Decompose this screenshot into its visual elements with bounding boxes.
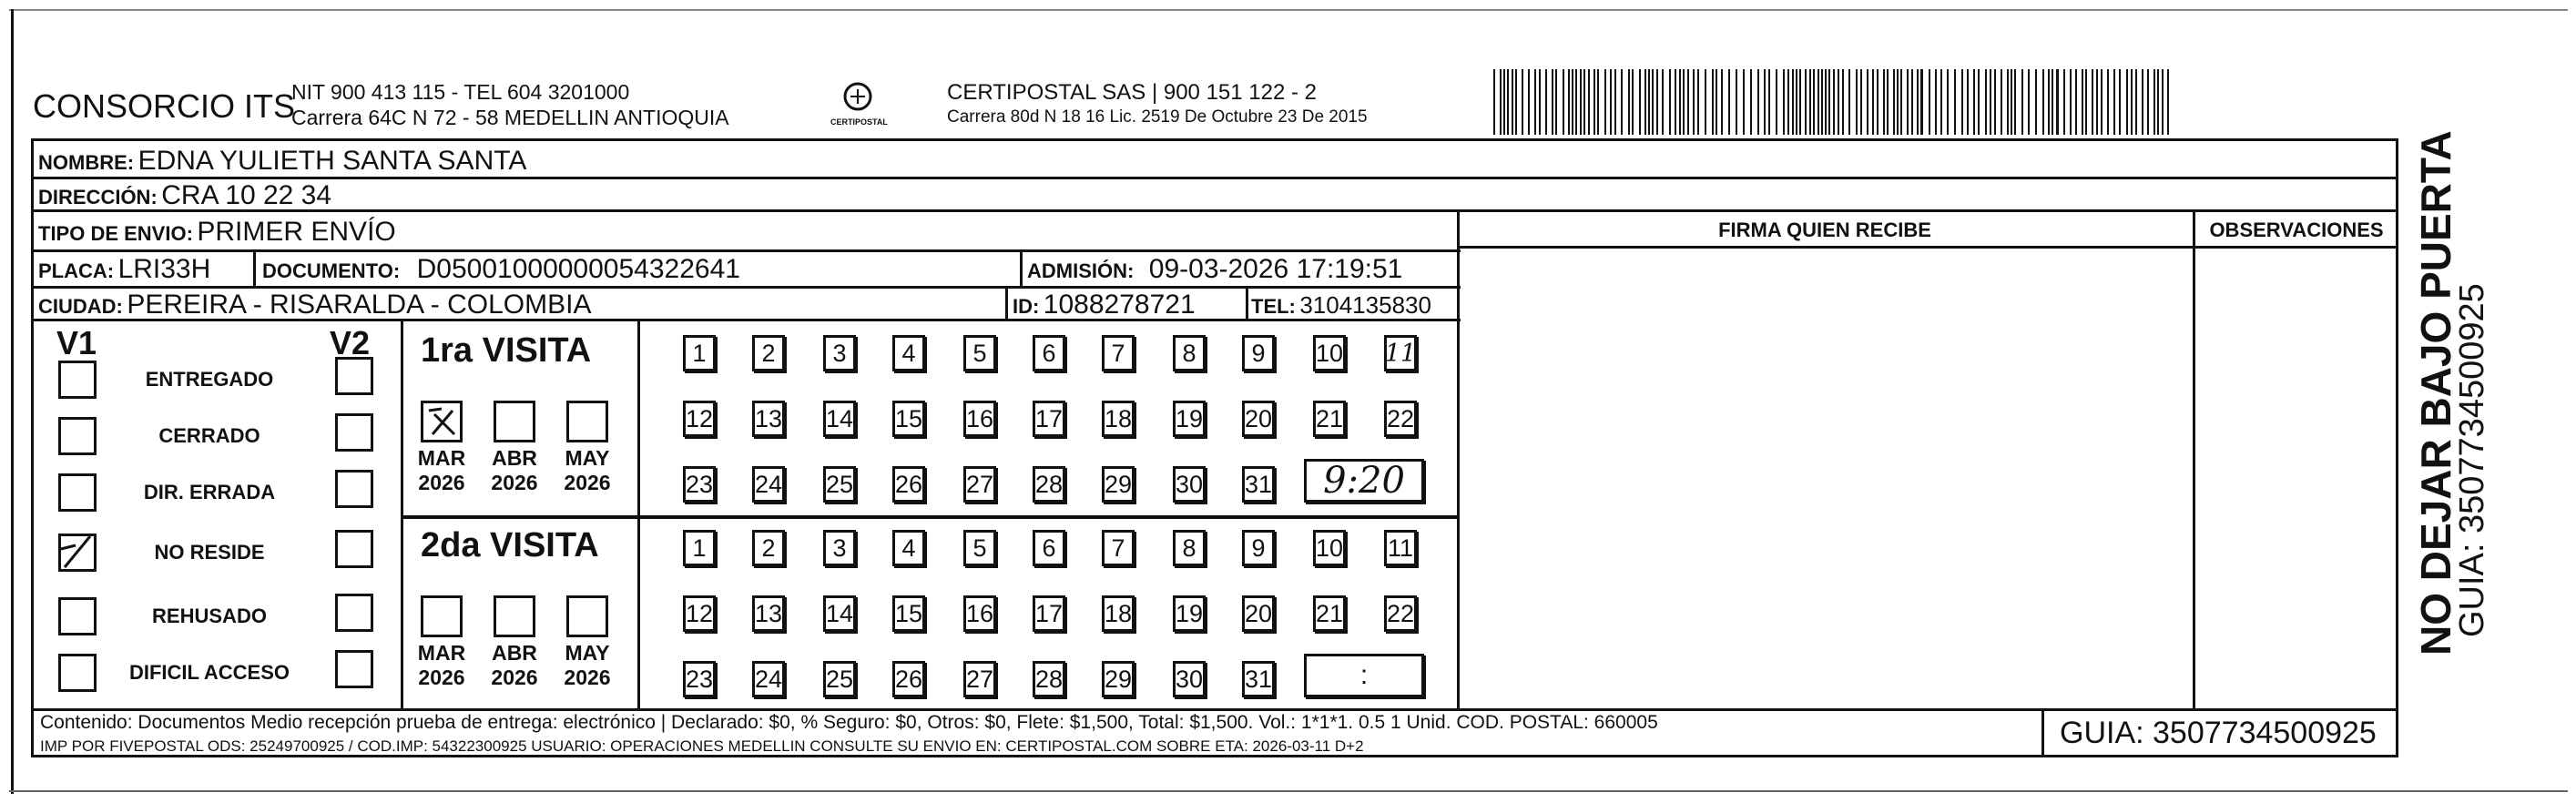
v1-checkbox[interactable] (58, 473, 97, 512)
v1-checkbox[interactable] (58, 654, 97, 692)
day-box[interactable]: 31 (1242, 466, 1275, 503)
certipostal-license: Carrera 80d N 18 16 Lic. 2519 De Octubre 23 De 2015 (947, 107, 1368, 127)
month-label (410, 446, 473, 495)
barcode-bar (2142, 69, 2143, 135)
barcode-bar (1644, 69, 1646, 135)
tel-label: TEL: (1251, 295, 1296, 318)
v1-checkbox[interactable] (58, 361, 97, 399)
admision-value: 09-03-2026 17:19:51 (1148, 254, 1403, 284)
barcode-bar (1512, 69, 1513, 135)
day-box[interactable]: 27 (963, 661, 996, 697)
day-box[interactable]: 14 (823, 401, 856, 437)
month-name: MAY (565, 446, 610, 470)
col-divider (253, 251, 256, 286)
barcode-bar (1821, 69, 1823, 135)
barcode-bar (1783, 69, 1785, 135)
day-box[interactable]: 29 (1102, 661, 1135, 697)
barcode-bar (1656, 69, 1658, 135)
day-box[interactable]: 10 (1313, 530, 1346, 566)
row-divider (1457, 246, 2398, 249)
barcode-bar (1967, 69, 1969, 135)
ciudad-label: CIUDAD: (38, 295, 123, 318)
day-box[interactable]: 28 (1033, 466, 1065, 503)
barcode-bar (2085, 69, 2087, 135)
day-box[interactable]: 8 (1173, 335, 1206, 371)
day-box[interactable]: 29 (1102, 466, 1135, 503)
barcode-bar (2035, 69, 2037, 135)
barcode-bar (1687, 69, 1689, 135)
month-label (483, 641, 546, 690)
barcode-bar (1799, 69, 1801, 135)
month-checkbox[interactable] (494, 401, 535, 442)
barcode-bar (1907, 69, 1909, 135)
barcode-bar (1917, 69, 1919, 135)
barcode-bar (1632, 69, 1634, 135)
barcode-bar (1897, 69, 1899, 135)
barcode-bar (1813, 69, 1815, 135)
barcode-bar (2107, 69, 2109, 135)
day-box[interactable]: 7 (1102, 530, 1135, 566)
id-row (1013, 290, 1196, 320)
day-box[interactable]: 2 (752, 530, 785, 566)
day-box[interactable]: 30 (1173, 466, 1206, 503)
barcode-bar (1842, 69, 1844, 135)
v2-checkbox[interactable] (335, 470, 373, 508)
v1-checkbox[interactable] (58, 597, 97, 635)
row-divider (31, 249, 1461, 252)
v1-checkbox[interactable] (58, 417, 97, 455)
barcode-bar (2014, 69, 2016, 135)
day-box[interactable]: 3 (823, 335, 856, 371)
barcode-bar (1563, 69, 1564, 135)
placa-row (38, 254, 210, 285)
day-box[interactable]: 20 (1242, 595, 1275, 632)
v1-checkbox[interactable] (58, 534, 97, 572)
certipostal-logo (830, 80, 888, 127)
barcode-bar (1860, 69, 1862, 135)
nombre-value: EDNA YULIETH SANTA SANTA (137, 146, 527, 176)
month-year: 2026 (491, 666, 538, 689)
barcode-bar (1856, 69, 1858, 135)
barcode-bar (1522, 69, 1523, 135)
day-box[interactable]: 6 (1033, 530, 1065, 566)
footer-contenido: Contenido: Documentos Medio recepción prueba de entrega: electrónico | Declarado: $0, % Seguro: $0, Otros: $0, Flete: $1,500, Total: $1,500. Vol.: 1*1*1. 0.5 1 Unid. COD. POSTAL: 660005 (40, 712, 1658, 733)
documento-label: DOCUMENTO: (262, 259, 401, 282)
barcode-bar (2135, 69, 2137, 135)
barcode-bar (1900, 69, 1902, 135)
time-box[interactable]: 9:20 (1304, 459, 1424, 503)
col-divider (1246, 288, 1248, 319)
day-box[interactable]: 3 (823, 530, 856, 566)
barcode-bar (1693, 69, 1695, 135)
barcode-bar (1507, 69, 1509, 135)
v2-checkbox[interactable] (335, 594, 373, 632)
barcode-bar (2052, 69, 2053, 135)
row-divider (31, 177, 2398, 179)
month-checkbox[interactable] (566, 595, 608, 637)
barcode-bar (1809, 69, 1811, 135)
check-mark-icon (423, 403, 460, 440)
admision-row (1027, 254, 1402, 285)
admision-label: ADMISIÓN: (1027, 259, 1135, 282)
day-box[interactable]: 12 (683, 595, 716, 632)
barcode-bar (1893, 69, 1895, 135)
day-box[interactable]: 21 (1313, 401, 1346, 437)
day-box[interactable]: 21 (1313, 595, 1346, 632)
month-checkbox[interactable] (421, 595, 463, 637)
day-box[interactable]: 16 (963, 595, 996, 632)
barcode-bar (1961, 69, 1963, 135)
barcode-bar (2028, 69, 2030, 135)
day-box[interactable]: 19 (1173, 401, 1206, 437)
day-box[interactable]: 30 (1173, 661, 1206, 697)
month-name: ABR (492, 641, 537, 665)
barcode-bar (1883, 69, 1885, 135)
status-label: DIR. ERRADA (143, 481, 276, 503)
barcode-bar (1662, 69, 1664, 135)
day-box[interactable]: 16 (963, 401, 996, 437)
barcode-bar (1568, 69, 1570, 135)
barcode-bar (2153, 69, 2155, 135)
day-box[interactable]: 9 (1242, 335, 1275, 371)
nombre-label: NOMBRE: (38, 151, 135, 174)
barcode-bar (1990, 69, 1991, 135)
day-box[interactable]: 12 (683, 401, 716, 437)
barcode-bar (1639, 69, 1641, 135)
barcode-bar (1750, 69, 1752, 135)
v2-label: V2 (330, 324, 371, 361)
day-box[interactable]: 5 (963, 530, 996, 566)
barcode-bar (1736, 69, 1737, 135)
day-box[interactable]: 15 (892, 595, 925, 632)
barcode-bar (2131, 69, 2133, 135)
footer-guia: GUIA: 3507734500925 (2060, 716, 2377, 750)
barcode-bar (1825, 69, 1827, 135)
barcode-bar (2092, 69, 2093, 135)
barcode-bar (1610, 69, 1612, 135)
day-box[interactable]: 17 (1033, 595, 1065, 632)
month-checkbox[interactable] (494, 595, 535, 637)
barcode-bar (1867, 69, 1868, 135)
company-name: CONSORCIO ITS (33, 87, 296, 125)
v2-checkbox[interactable] (335, 413, 373, 452)
day-box[interactable]: 19 (1173, 595, 1206, 632)
barcode-bar (1705, 69, 1706, 135)
barcode-bar (2011, 69, 2012, 135)
day-box[interactable]: 26 (892, 466, 925, 503)
barcode-bar (2075, 69, 2077, 135)
day-box[interactable]: 9 (1242, 530, 1275, 566)
day-box[interactable]: 13 (752, 401, 785, 437)
barcode-bar (1757, 69, 1759, 135)
barcode-bar (1764, 69, 1766, 135)
month-year: 2026 (418, 666, 465, 689)
barcode-bar (1877, 69, 1879, 135)
logo-icon (840, 80, 876, 113)
documento-value: D05001000000054322641 (416, 254, 740, 284)
barcode-bar (1648, 69, 1650, 135)
barcode-bar (1911, 69, 1913, 135)
ciudad-value: PEREIRA - RISARALDA - COLOMBIA (127, 290, 592, 320)
day-box[interactable]: 10 (1313, 335, 1346, 371)
barcode-bar (1575, 69, 1577, 135)
month-checkbox[interactable] (421, 401, 463, 442)
tipo-label: TIPO DE ENVIO: (38, 222, 193, 245)
barcode-bar (1838, 69, 1839, 135)
barcode-bar (1539, 69, 1541, 135)
barcode-bar (2157, 69, 2159, 135)
day-box[interactable]: 26 (892, 661, 925, 697)
barcode-bar (1872, 69, 1874, 135)
day-box[interactable]: 13 (752, 595, 785, 632)
v2-checkbox[interactable] (335, 530, 373, 568)
status-label: ENTREGADO (145, 368, 274, 391)
barcode-bar (1503, 69, 1505, 135)
company-address: Carrera 64C N 72 - 58 MEDELLIN ANTIOQUIA (291, 106, 729, 129)
barcode-bar (1716, 69, 1717, 135)
month-name: MAY (565, 641, 610, 665)
month-name: MAR (417, 446, 466, 470)
barcode-bar (1828, 69, 1830, 135)
barcode-bar (1697, 69, 1699, 135)
barcode-bar (1712, 69, 1714, 135)
id-value: 1088278721 (1043, 290, 1196, 320)
visit-title: 1ra VISITA (421, 331, 592, 370)
barcode-bar (1614, 69, 1616, 135)
visit-title: 2da VISITA (421, 526, 599, 564)
month-name: ABR (492, 446, 537, 470)
day-box[interactable]: 20 (1242, 401, 1275, 437)
day-box[interactable]: 23 (683, 661, 716, 697)
barcode-bar (2056, 69, 2059, 135)
day-box[interactable]: 25 (823, 466, 856, 503)
month-label (410, 641, 473, 690)
barcode-bar (1985, 69, 1987, 135)
barcode-bar (1493, 69, 1495, 135)
tel-value: 3104135830 (1299, 291, 1431, 319)
barcode-bar (2101, 69, 2103, 135)
barcode-bar (1947, 69, 1949, 135)
barcode-bar (1572, 69, 1573, 135)
col-divider (1020, 251, 1023, 286)
check-mark-icon (56, 531, 96, 571)
direccion-value: CRA 10 22 34 (161, 180, 332, 210)
day-box[interactable]: 17 (1033, 401, 1065, 437)
barcode-bar (2162, 69, 2164, 135)
direccion-row (38, 180, 331, 211)
day-box[interactable]: 4 (892, 530, 925, 566)
day-box[interactable]: 18 (1102, 595, 1135, 632)
day-box[interactable]: 28 (1033, 661, 1065, 697)
barcode-bar (1973, 69, 1975, 135)
certipostal-info: CERTIPOSTAL SAS | 900 151 122 - 2 (947, 80, 1317, 105)
barcode-bar (2119, 69, 2121, 135)
tel-row (1251, 291, 1431, 320)
barcode-bar (1545, 69, 1547, 135)
firma-label: FIRMA QUIEN RECIBE (1718, 219, 1931, 241)
col-divider (1457, 211, 1460, 710)
barcode-bar (1552, 69, 1553, 135)
day-box[interactable]: 11 (1384, 530, 1417, 566)
barcode-bar (2082, 69, 2083, 135)
status-label: NO RESIDE (154, 541, 265, 564)
barcode-bar (1887, 69, 1889, 135)
barcode-bar (2070, 69, 2072, 135)
day-box[interactable]: 7 (1102, 335, 1135, 371)
day-box[interactable]: 18 (1102, 401, 1135, 437)
barcode-bar (1583, 69, 1585, 135)
status-label: REHUSADO (152, 605, 267, 627)
col-divider (2193, 211, 2195, 710)
scan-edge-left (11, 9, 14, 794)
barcode-bar (1787, 69, 1789, 135)
time-box[interactable]: : (1304, 654, 1424, 697)
barcode-bar (2048, 69, 2050, 135)
barcode-bar (1994, 69, 1996, 135)
barcode-bar (2167, 69, 2169, 135)
day-box[interactable]: 31 (1242, 661, 1275, 697)
day-box[interactable]: 4 (892, 335, 925, 371)
barcode-bar (1604, 69, 1606, 135)
barcode-bar (1588, 69, 1590, 135)
barcode-bar (1652, 69, 1654, 135)
month-year: 2026 (418, 471, 465, 494)
col-divider (1005, 288, 1008, 319)
barcode-bar (1954, 69, 1956, 135)
barcode-bar (1940, 69, 1942, 135)
status-label: CERRADO (158, 424, 260, 447)
barcode-bar (1721, 69, 1723, 135)
barcode-bar (1515, 69, 1517, 135)
day-box[interactable]: 22 (1384, 595, 1417, 632)
barcode-bar (1621, 69, 1623, 135)
barcode-bar (1929, 69, 1930, 135)
barcode-bar (1555, 69, 1557, 135)
barcode-bar (2063, 69, 2065, 135)
tipo-row (38, 217, 396, 248)
barcode-bar (1920, 69, 1923, 135)
day-box[interactable]: 27 (963, 466, 996, 503)
placa-value: LRI33H (117, 254, 211, 284)
day-box[interactable]: 6 (1033, 335, 1065, 371)
direccion-label: DIRECCIÓN: (38, 186, 158, 208)
barcode-bar (1675, 69, 1676, 135)
day-box[interactable]: 22 (1384, 401, 1417, 437)
barcode-bar (2021, 69, 2023, 135)
id-label: ID: (1013, 295, 1040, 318)
day-box[interactable]: 15 (892, 401, 925, 437)
month-name: MAR (417, 641, 466, 665)
logo-text: CERTIPOSTAL (830, 117, 888, 127)
barcode-bar (1978, 69, 1980, 135)
side-warning: NO DEJAR BAJO PUERTA (2412, 130, 2459, 656)
barcode-bar (2096, 69, 2098, 135)
day-box[interactable]: 23 (683, 466, 716, 503)
barcode-bar (2126, 69, 2128, 135)
barcode-bar (1805, 69, 1807, 135)
barcode-bar (1593, 69, 1595, 135)
row-divider (31, 209, 2398, 212)
barcode-bar (1679, 69, 1681, 135)
scan-edge-bottom (9, 790, 2568, 792)
month-year: 2026 (491, 471, 538, 494)
barcode-bar (1534, 69, 1536, 135)
day-box[interactable]: 1 (683, 335, 716, 371)
day-box[interactable]: 8 (1173, 530, 1206, 566)
status-label: DIFICIL ACCESO (128, 661, 290, 684)
footer-imp: IMP POR FIVEPOSTAL ODS: 25249700925 / COD.IMP: 54322300925 USUARIO: OPERACIONES MEDELLIN CONSULTE SU ENVIO EN: CERTIPOSTAL.COM SOBRE ETA: 2026-03-11 D+2 (40, 737, 1364, 755)
v1-label: V1 (56, 324, 97, 361)
barcode-bar (1597, 69, 1599, 135)
v2-checkbox[interactable] (335, 357, 373, 395)
month-year: 2026 (564, 471, 611, 494)
v2-checkbox[interactable] (335, 650, 373, 688)
barcode-bar (1528, 69, 1530, 135)
barcode-bar (1669, 69, 1671, 135)
side-guia: GUIA: 3507734500925 (2453, 283, 2491, 637)
col-divider (2041, 710, 2044, 757)
barcode-bar (1833, 69, 1835, 135)
month-year: 2026 (564, 666, 611, 689)
month-label (555, 446, 619, 495)
barcode-bar (2001, 69, 2002, 135)
company-nit: NIT 900 413 115 - TEL 604 3201000 (291, 80, 630, 104)
day-box[interactable]: 24 (752, 466, 785, 503)
tipo-value: PRIMER ENVÍO (197, 217, 396, 247)
documento-row (262, 254, 740, 285)
day-box[interactable]: 5 (963, 335, 996, 371)
barcode-bar (1848, 69, 1850, 135)
day-box[interactable]: 11 (1384, 335, 1417, 371)
barcode-bar (2113, 69, 2115, 135)
ciudad-row (38, 290, 591, 320)
barcode-bar (2007, 69, 2009, 135)
barcode-bar (1628, 69, 1630, 135)
month-label (483, 446, 546, 495)
barcode-bar (1817, 69, 1819, 135)
barcode-bar (1743, 69, 1745, 135)
day-box[interactable]: 2 (752, 335, 785, 371)
month-checkbox[interactable] (566, 401, 608, 442)
barcode-bar (1768, 69, 1770, 135)
barcode-bar (1728, 69, 1730, 135)
barcode (1493, 69, 2176, 135)
month-label (555, 641, 619, 690)
visit-divider (401, 515, 1459, 519)
day-box[interactable]: 14 (823, 595, 856, 632)
barcode-bar (1580, 69, 1582, 135)
barcode-bar (1776, 69, 1777, 135)
barcode-bar (1935, 69, 1937, 135)
barcode-bar (1792, 69, 1794, 135)
placa-label: PLACA: (38, 259, 115, 282)
barcode-bar (1500, 69, 1502, 135)
barcode-bar (1796, 69, 1797, 135)
nombre-row (38, 146, 526, 177)
observaciones-label: OBSERVACIONES (2209, 219, 2384, 241)
barcode-bar (2042, 69, 2044, 135)
day-box[interactable]: 24 (752, 661, 785, 697)
day-box[interactable]: 1 (683, 530, 716, 566)
barcode-bar (1683, 69, 1685, 135)
day-box[interactable]: 25 (823, 661, 856, 697)
barcode-bar (2147, 69, 2149, 135)
scan-edge-top (9, 9, 2568, 11)
